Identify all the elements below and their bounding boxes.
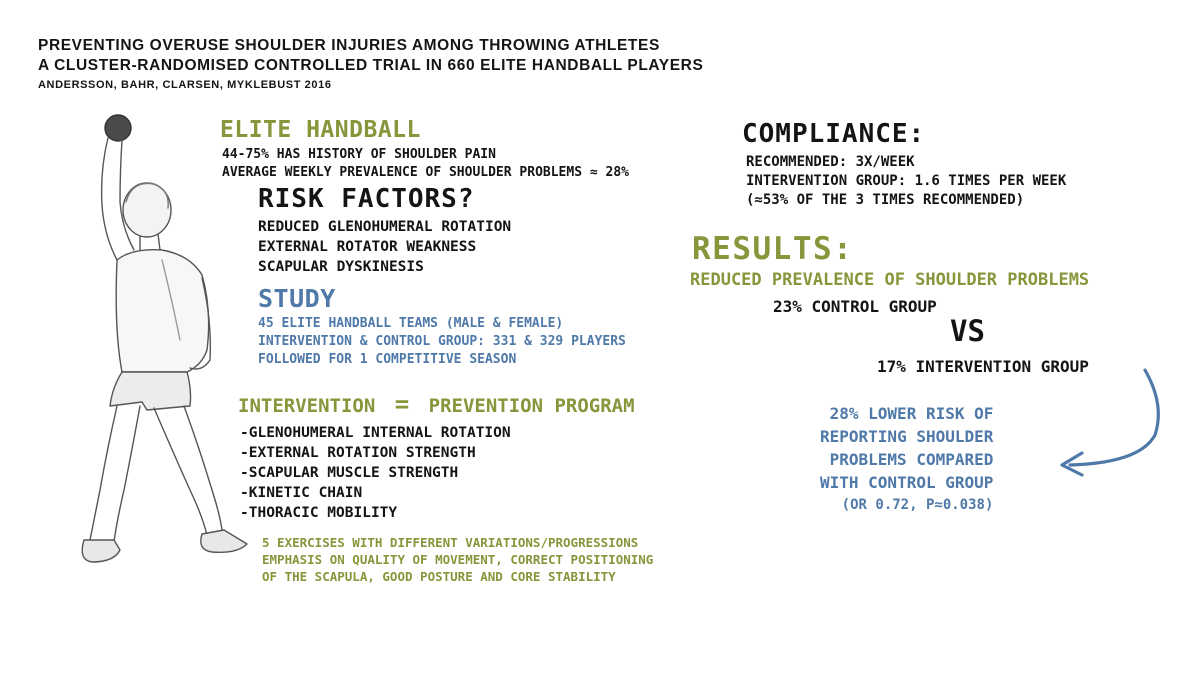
elite-handball-line: 44-75% HAS HISTORY OF SHOULDER PAIN bbox=[222, 147, 496, 162]
elite-handball-heading: ELITE HANDBALL bbox=[220, 117, 421, 143]
study-line: FOLLOWED FOR 1 COMPETITIVE SEASON bbox=[258, 352, 517, 367]
results-subheading: REDUCED PREVALENCE OF SHOULDER PROBLEMS bbox=[690, 270, 1090, 290]
intervention-heading-right: PREVENTION PROGRAM bbox=[428, 395, 635, 417]
intervention-item: -THORACIC MOBILITY bbox=[240, 505, 398, 521]
control-group-result: 23% CONTROL GROUP bbox=[773, 297, 937, 316]
elite-handball-line: AVERAGE WEEKLY PREVALENCE OF SHOULDER PROBLEMS ≈ 28% bbox=[222, 165, 629, 180]
equals-sign: = bbox=[394, 390, 410, 418]
vs-label: VS bbox=[950, 314, 985, 348]
intervention-heading bbox=[238, 391, 635, 419]
risk-reduction-line: REPORTING SHOULDER bbox=[820, 427, 994, 446]
risk-factor-item: SCAPULAR DYSKINESIS bbox=[258, 259, 424, 275]
intervention-item: -EXTERNAL ROTATION STRENGTH bbox=[240, 445, 476, 461]
risk-reduction-line: WITH CONTROL GROUP bbox=[820, 473, 994, 492]
intervention-item: -SCAPULAR MUSCLE STRENGTH bbox=[240, 465, 459, 481]
risk-factor-item: EXTERNAL ROTATOR WEAKNESS bbox=[258, 239, 477, 255]
curved-arrow-icon bbox=[1040, 365, 1180, 485]
intervention-group-result: 17% INTERVENTION GROUP bbox=[877, 357, 1089, 376]
risk-factor-item: REDUCED GLENOHUMERAL ROTATION bbox=[258, 219, 512, 235]
title-line-1: PREVENTING OVERUSE SHOULDER INJURIES AMONG THROWING ATHLETES bbox=[38, 37, 660, 54]
intervention-note: 5 EXERCISES WITH DIFFERENT VARIATIONS/PROGRESSIONS bbox=[262, 535, 639, 550]
study-line: INTERVENTION & CONTROL GROUP: 331 & 329 PLAYERS bbox=[258, 334, 626, 349]
risk-reduction-line: (OR 0.72, P≈0.038) bbox=[841, 497, 994, 513]
compliance-line: (≈53% OF THE 3 TIMES RECOMMENDED) bbox=[746, 192, 1025, 208]
study-line: 45 ELITE HANDBALL TEAMS (MALE & FEMALE) bbox=[258, 316, 564, 331]
risk-factors-heading: RISK FACTORS? bbox=[258, 184, 475, 214]
risk-factors-list bbox=[258, 217, 511, 277]
compliance-list bbox=[746, 153, 1066, 210]
intervention-note: OF THE SCAPULA, GOOD POSTURE AND CORE STABILITY bbox=[262, 569, 616, 584]
intervention-note: EMPHASIS ON QUALITY OF MOVEMENT, CORRECT POSITIONING bbox=[262, 552, 654, 567]
intervention-item: -GLENOHUMERAL INTERNAL ROTATION bbox=[240, 425, 511, 441]
compliance-heading: COMPLIANCE: bbox=[742, 119, 926, 149]
title-line-2: A CLUSTER-RANDOMISED CONTROLLED TRIAL IN 660 ELITE HANDBALL PLAYERS bbox=[38, 57, 704, 74]
results-heading: RESULTS: bbox=[692, 231, 854, 267]
authors: ANDERSSON, BAHR, CLARSEN, MYKLEBUST 2016 bbox=[38, 79, 332, 91]
compliance-line: RECOMMENDED: 3X/WEEK bbox=[746, 154, 915, 170]
intervention-list bbox=[240, 423, 511, 523]
intervention-item: -KINETIC CHAIN bbox=[240, 485, 363, 501]
elite-handball-list bbox=[222, 146, 629, 182]
intervention-heading-left: INTERVENTION bbox=[238, 395, 376, 417]
compliance-line: INTERVENTION GROUP: 1.6 TIMES PER WEEK bbox=[746, 173, 1067, 189]
study-heading: STUDY bbox=[258, 284, 336, 313]
risk-reduction-line: PROBLEMS COMPARED bbox=[829, 450, 994, 469]
risk-reduction-list bbox=[820, 402, 993, 517]
intervention-notes bbox=[262, 534, 653, 585]
study-list bbox=[258, 315, 626, 369]
risk-reduction-line: 28% LOWER RISK OF bbox=[829, 404, 994, 423]
